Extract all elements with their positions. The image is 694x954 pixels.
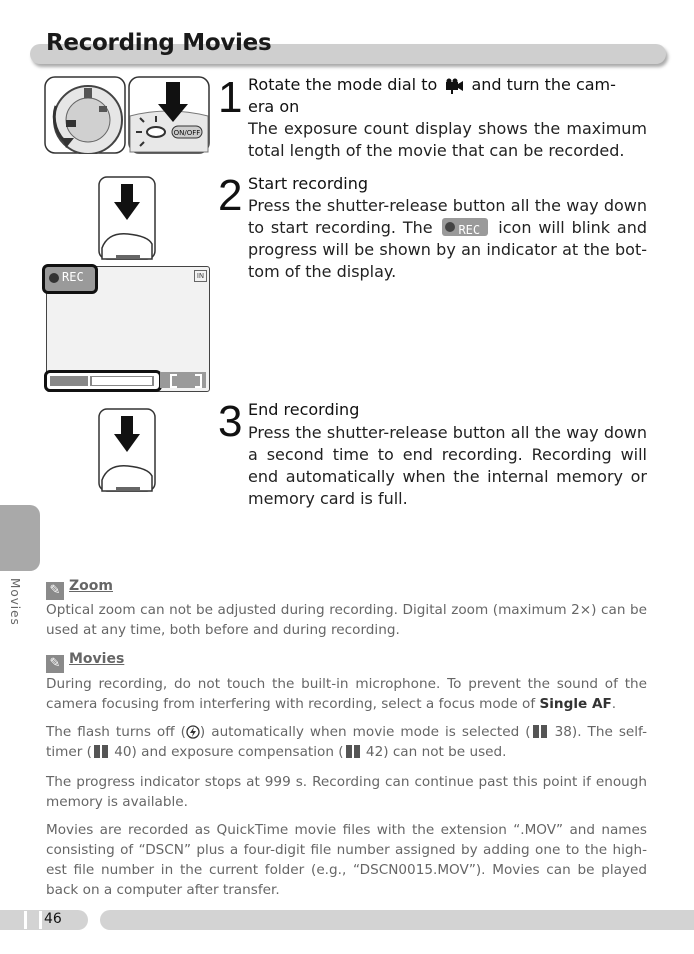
note-zoom-text: Optical zoom can not be adjusted during recording. Digital zoom (maximum 2×) can be used at any time, both before and during recording. <box>46 602 647 638</box>
mode-dial-illustration <box>44 76 126 154</box>
page-reference-icon <box>346 745 360 758</box>
step-2-number: 2 <box>218 171 243 220</box>
note-movies-p1-post: . <box>611 696 617 712</box>
power-button-illustration <box>128 76 210 154</box>
note-movies-title: Movies <box>69 651 125 667</box>
page-title: Recording Movies <box>46 30 272 56</box>
pencil-icon: ✎ <box>46 582 64 600</box>
note-movies-p3: The progress indicator stops at 999 s. Recording can continue past this point if enough memory is available. <box>46 774 647 810</box>
side-tab <box>0 505 40 571</box>
page-reference-icon <box>533 725 547 738</box>
step-3-number: 3 <box>218 397 243 446</box>
note-movies-p2 <box>46 722 647 762</box>
step-2-body <box>248 195 647 283</box>
single-af-label: Single AF <box>539 696 612 712</box>
step-2-body-pre: Press the shutter-release button all the way down to start recording. The <box>248 196 647 237</box>
lcd-rec-indicator <box>42 264 98 294</box>
step-3-heading: End recording <box>248 400 360 419</box>
step-1-heading <box>248 74 648 118</box>
memory-icon <box>194 270 207 282</box>
step-3-body: Press the shutter-release button all the way down a second time to end recording. Recording will end automatically when the internal memory or memory card is full. <box>248 423 647 508</box>
note-movies-p1 <box>46 674 647 714</box>
footer-bar-right <box>100 910 694 930</box>
step-1-heading-post: and turn the cam- <box>471 75 616 94</box>
on-off-label: ON/OFF <box>173 129 201 137</box>
lcd-rec-label: REC <box>62 270 84 284</box>
shutter-press-illustration <box>98 176 156 260</box>
side-tab-label: Movies <box>8 578 22 626</box>
step-1-body: The exposure count display shows the maximum total length of the movie that can be recorded. <box>248 119 647 160</box>
bracket-right <box>195 374 202 388</box>
flash-off-icon <box>186 725 200 739</box>
memory-label: IN <box>196 272 205 280</box>
note-movies-p4: Movies are recorded as QuickTime movie files with the extension “.MOV” and names consisting of “DSCN” plus a four-digit file number assigned by adding one to the high- est file number in the current folder (e.g., “DSCN0015.MOV”). Movies can be played back on a computer after transfer. <box>46 822 647 898</box>
step-1-heading-line2: era on <box>248 97 300 116</box>
step-1-number: 1 <box>218 73 243 122</box>
note-zoom-title: Zoom <box>69 578 113 594</box>
rec-dot-icon <box>49 273 59 283</box>
step-2-body-post: icon will blink and progress will be shown by an indicator at the bot- tom of the display. <box>248 218 647 281</box>
note-movies-p2-d: 40) and exposure compensation ( <box>109 744 344 760</box>
progress-bar-divider <box>88 376 90 386</box>
shutter-press-illustration-2 <box>98 408 156 492</box>
rec-icon <box>442 218 488 236</box>
exposure-count-box <box>160 372 206 388</box>
progress-indicator <box>44 370 162 392</box>
page-reference-icon <box>94 745 108 758</box>
note-zoom-heading <box>46 578 113 600</box>
note-movies-heading <box>46 651 124 673</box>
note-movies-p2-c: 38). The self-timer ( <box>46 724 648 760</box>
step-1-heading-pre: Rotate the mode dial to <box>248 75 438 94</box>
note-movies-p1-pre: During recording, do not touch the built-in microphone. To prevent the sound of the camera focusing from interfering with recording, select a focus mode of <box>46 676 647 712</box>
progress-bar-remaining <box>92 377 152 385</box>
step-2-heading: Start recording <box>248 174 369 193</box>
note-movies-p2-a: The flash turns off ( <box>46 724 186 740</box>
note-movies-p2-e: 42) can not be used. <box>361 744 507 760</box>
rec-icon-label: REC <box>458 223 481 237</box>
bracket-left <box>170 374 177 388</box>
pencil-icon: ✎ <box>46 655 64 673</box>
page-number: 46 <box>44 911 62 927</box>
note-movies-p2-b: ) automatically when movie mode is selected ( <box>199 724 531 740</box>
progress-bar-track <box>50 376 154 386</box>
footer-ticks <box>24 911 42 929</box>
movie-camera-icon <box>444 78 464 94</box>
